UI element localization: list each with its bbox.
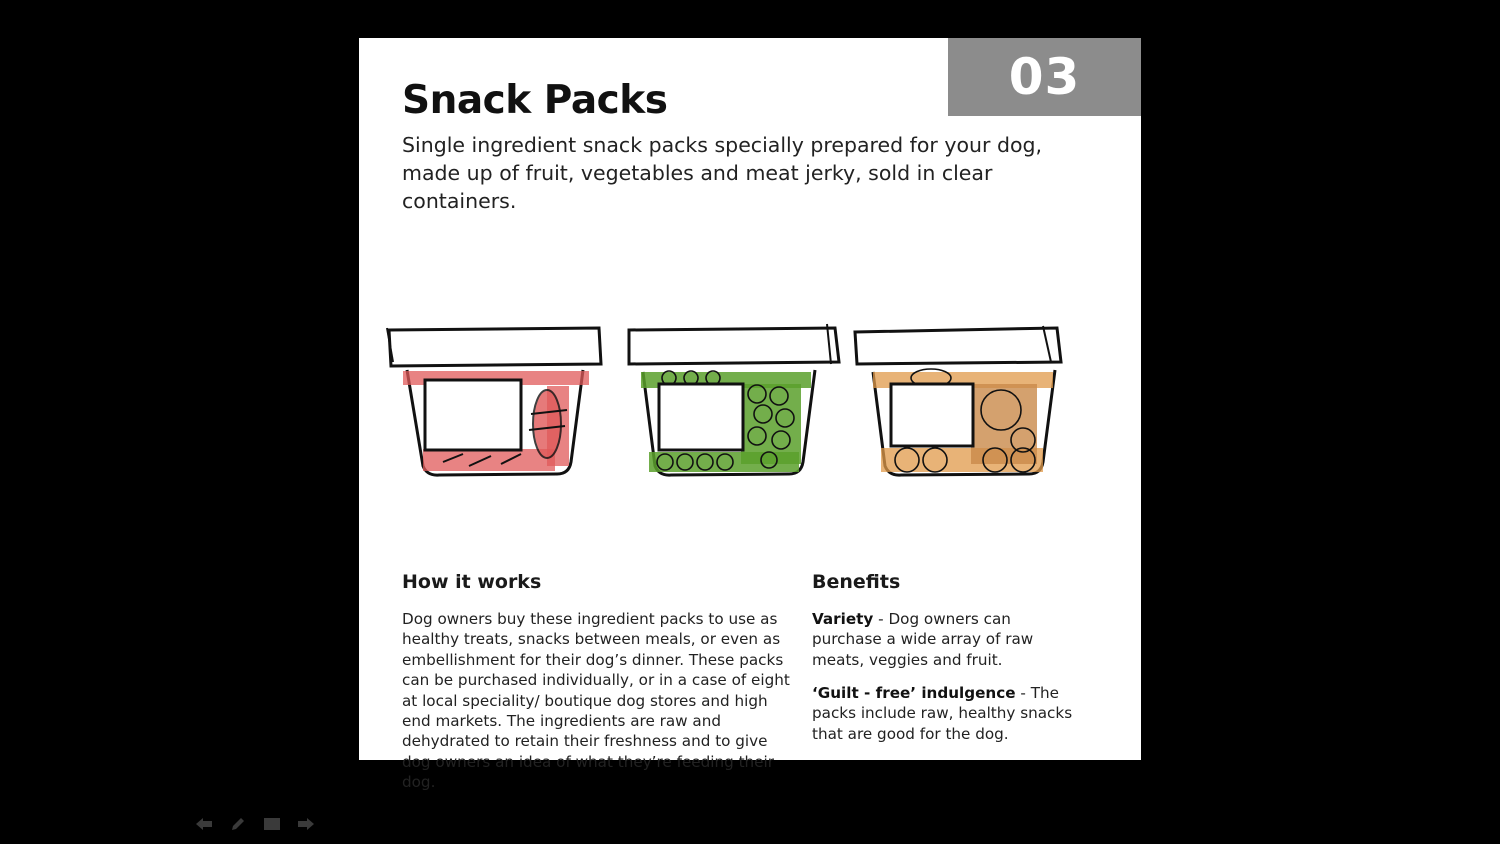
meat-container-sketch (387, 328, 601, 475)
arrow-right-icon (297, 817, 315, 831)
slide-menu-button[interactable] (261, 814, 283, 834)
pencil-icon (230, 816, 246, 832)
benefit-text: Dog owners can purchase a wide array of raw meats, veggies and fruit. (812, 610, 1034, 669)
fruit-container-sketch (855, 326, 1061, 475)
slide-subtitle: Single ingredient snack packs specially prepared for your dog, made up of fruit, vegetables and meat jerky, sold in clear containers. (402, 133, 1043, 213)
how-it-works-heading: How it works (402, 571, 542, 593)
previous-slide-button[interactable] (193, 814, 215, 834)
benefit-text: The packs include raw, healthy snacks that are good for the dog. (812, 684, 1073, 743)
arrow-left-icon (195, 817, 213, 831)
slide (359, 38, 1141, 792)
benefit-item (812, 609, 1074, 670)
screen-icon (263, 817, 281, 831)
vegetable-container-sketch (629, 324, 839, 475)
benefit-label: Variety (812, 610, 874, 628)
pen-tool-button[interactable] (227, 814, 249, 834)
benefit-item (812, 683, 1074, 744)
slide-number: 03 (948, 38, 1141, 116)
benefit-label: ‘Guilt - free’ indulgence (812, 684, 1016, 702)
benefit-separator: - (1015, 684, 1031, 702)
snack-containers-illustration (379, 314, 1079, 494)
presentation-toolbar (193, 814, 317, 834)
benefits-heading: Benefits (812, 571, 901, 593)
next-slide-button[interactable] (295, 814, 317, 834)
benefit-separator: - (873, 610, 889, 628)
how-it-works-text: Dog owners buy these ingredient packs to use as healthy treats, snacks between meals, or even as embellishment for their dog’s dinner. These packs can be purchased individually, or in a case of eight at local speciality/ boutique dog stores and high end markets. The ingredients are raw and dehydrated to retain their freshness and to give dog owners an idea of what they’re feeding their dog. (402, 610, 790, 792)
slide-title: Snack Packs (402, 78, 668, 123)
